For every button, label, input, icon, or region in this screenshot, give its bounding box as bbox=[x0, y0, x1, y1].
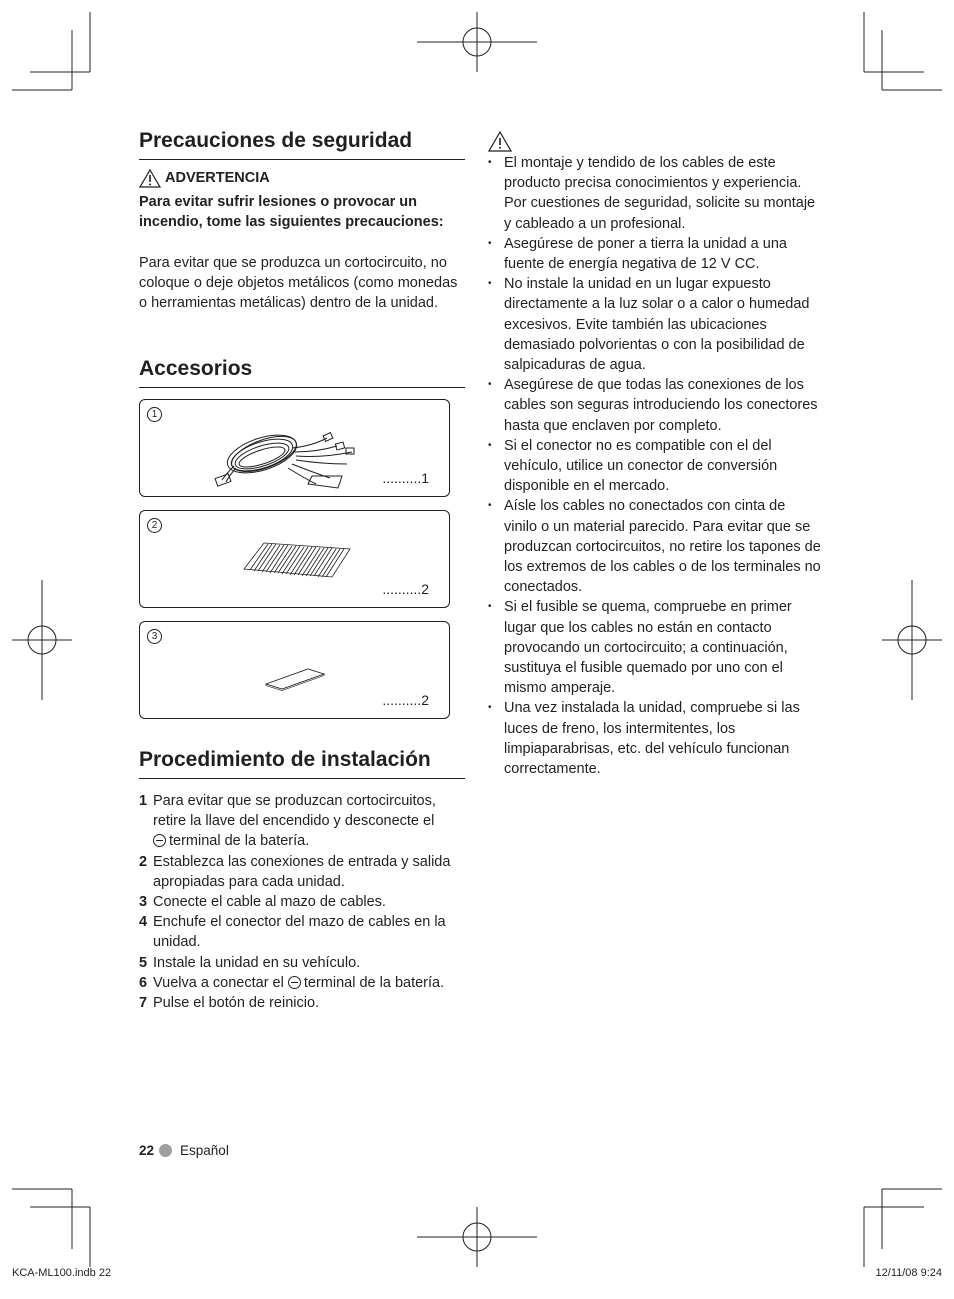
caution-item: • Si el fusible se quema, compruebe en primer lugar que los cables no están en contacto provocando un cortocircuito; a continuación, sustituya el fusible quemado por uno con el mismo amperaje. bbox=[487, 597, 822, 698]
safety-title-rule bbox=[139, 159, 465, 160]
warning-body-text: Para evitar que se produzca un cortocircuito, no coloque o deje objetos metálicos (como monedas o herramientas metálicas) dentro de la unidad. bbox=[139, 255, 458, 312]
flat-plate-illustration bbox=[262, 666, 328, 692]
footer-language: Español bbox=[180, 1143, 229, 1158]
step-text: Instale la unidad en su vehículo. bbox=[153, 955, 361, 971]
install-step-1 bbox=[139, 791, 469, 852]
caution-item: • El montaje y tendido de los cables de este producto precisa conocimientos y experiencia. Por cuestiones de seguridad, solicite su montaje y cableado a un profesional. bbox=[487, 153, 822, 234]
install-step-5 bbox=[139, 953, 469, 973]
step-text: Para evitar que se produzcan cortocircuitos, retire la llave del encendido y desconecte el bbox=[153, 793, 436, 830]
step-text: Establezca las conexiones de entrada y salida apropiadas para cada unidad. bbox=[153, 854, 451, 891]
warning-bold-text: Para evitar sufrir lesiones o provocar un incendio, tome las siguientes precauciones: bbox=[139, 194, 444, 231]
step-number: 6 bbox=[139, 975, 148, 991]
accessory-number: 3 bbox=[147, 629, 162, 644]
install-step-3 bbox=[139, 892, 469, 912]
accessories-title: Accesorios bbox=[139, 357, 253, 380]
minus-terminal-icon bbox=[153, 834, 166, 847]
step-text-end: terminal de la batería. bbox=[169, 833, 310, 850]
page-number: 22 bbox=[139, 1143, 155, 1158]
install-step-6 bbox=[139, 973, 469, 993]
accessory-item-3 bbox=[139, 621, 450, 719]
caution-item: • Si el conector no es compatible con el del vehículo, utilice un conector de conversión disponible en el mercado. bbox=[487, 436, 822, 497]
caution-triangle-icon bbox=[488, 131, 512, 152]
step-text: Vuelva a conectar el bbox=[153, 975, 284, 991]
accessory-number: 2 bbox=[147, 518, 162, 533]
step-text: Enchufe el conector del mazo de cables en la unidad. bbox=[153, 914, 446, 951]
installation-title: Procedimiento de instalación bbox=[139, 748, 431, 771]
accessory-number: 1 bbox=[147, 407, 162, 422]
caution-item: • No instale la unidad en un lugar expuesto directamente a la luz solar o a calor o humedad excesivos. Evite también las ubicaciones demasiado polvorientas o con la posibilidad de salpicaduras de agua. bbox=[487, 274, 822, 375]
accessory-quantity: ..........2 bbox=[382, 581, 429, 597]
install-step-4 bbox=[139, 912, 469, 952]
caution-item: • Asegúrese de que todas las conexiones de los cables son seguras introduciendo los conectores hasta que enclaven por completo. bbox=[487, 375, 822, 436]
caution-item: • Aísle los cables no conectados con cinta de vinilo o un material parecido. Para evitar que se produzcan cortocircuitos, no retire los tapones de los extremos de los cables o de los terminales no conectados. bbox=[487, 496, 822, 597]
minus-terminal-icon bbox=[288, 976, 301, 989]
slug-datetime: 12/11/08 9:24 bbox=[875, 1267, 942, 1279]
step-number: 7 bbox=[139, 995, 148, 1011]
step-number: 1 bbox=[139, 793, 148, 809]
accessories-title-rule bbox=[139, 387, 465, 388]
accessory-item-1 bbox=[139, 399, 450, 497]
adhesive-strip-illustration bbox=[242, 539, 352, 579]
step-number: 4 bbox=[139, 914, 148, 930]
step-number: 2 bbox=[139, 854, 148, 870]
accessory-quantity: ..........1 bbox=[382, 470, 429, 486]
warning-label-row bbox=[139, 168, 270, 188]
step-number: 5 bbox=[139, 955, 148, 971]
safety-title: Precauciones de seguridad bbox=[139, 129, 413, 152]
warning-label: ADVERTENCIA bbox=[165, 170, 270, 186]
step-number: 3 bbox=[139, 894, 148, 910]
caution-item: • Una vez instalada la unidad, compruebe si las luces de freno, los intermitentes, los limpiaparabrisas, etc. del vehículo funcionan correctamente. bbox=[487, 698, 822, 779]
caution-item: • Asegúrese de poner a tierra la unidad a una fuente de energía negativa de 12 V CC. bbox=[487, 234, 822, 274]
slug-file: KCA-ML100.indb 22 bbox=[12, 1267, 112, 1279]
step-text: Pulse el botón de reinicio. bbox=[153, 995, 320, 1011]
install-step-7 bbox=[139, 993, 469, 1013]
warning-triangle-icon bbox=[139, 169, 161, 188]
step-text-end: terminal de la batería. bbox=[303, 975, 445, 991]
caution-list bbox=[487, 153, 822, 779]
accessory-item-2 bbox=[139, 510, 450, 608]
installation-title-rule bbox=[139, 778, 465, 779]
page-footer bbox=[139, 1143, 229, 1158]
wiring-harness-illustration bbox=[212, 418, 362, 490]
page-dot-icon bbox=[159, 1144, 172, 1157]
accessory-quantity: ..........2 bbox=[382, 692, 429, 708]
step-text: Conecte el cable al mazo de cables. bbox=[153, 894, 386, 910]
install-step-2 bbox=[139, 852, 469, 892]
